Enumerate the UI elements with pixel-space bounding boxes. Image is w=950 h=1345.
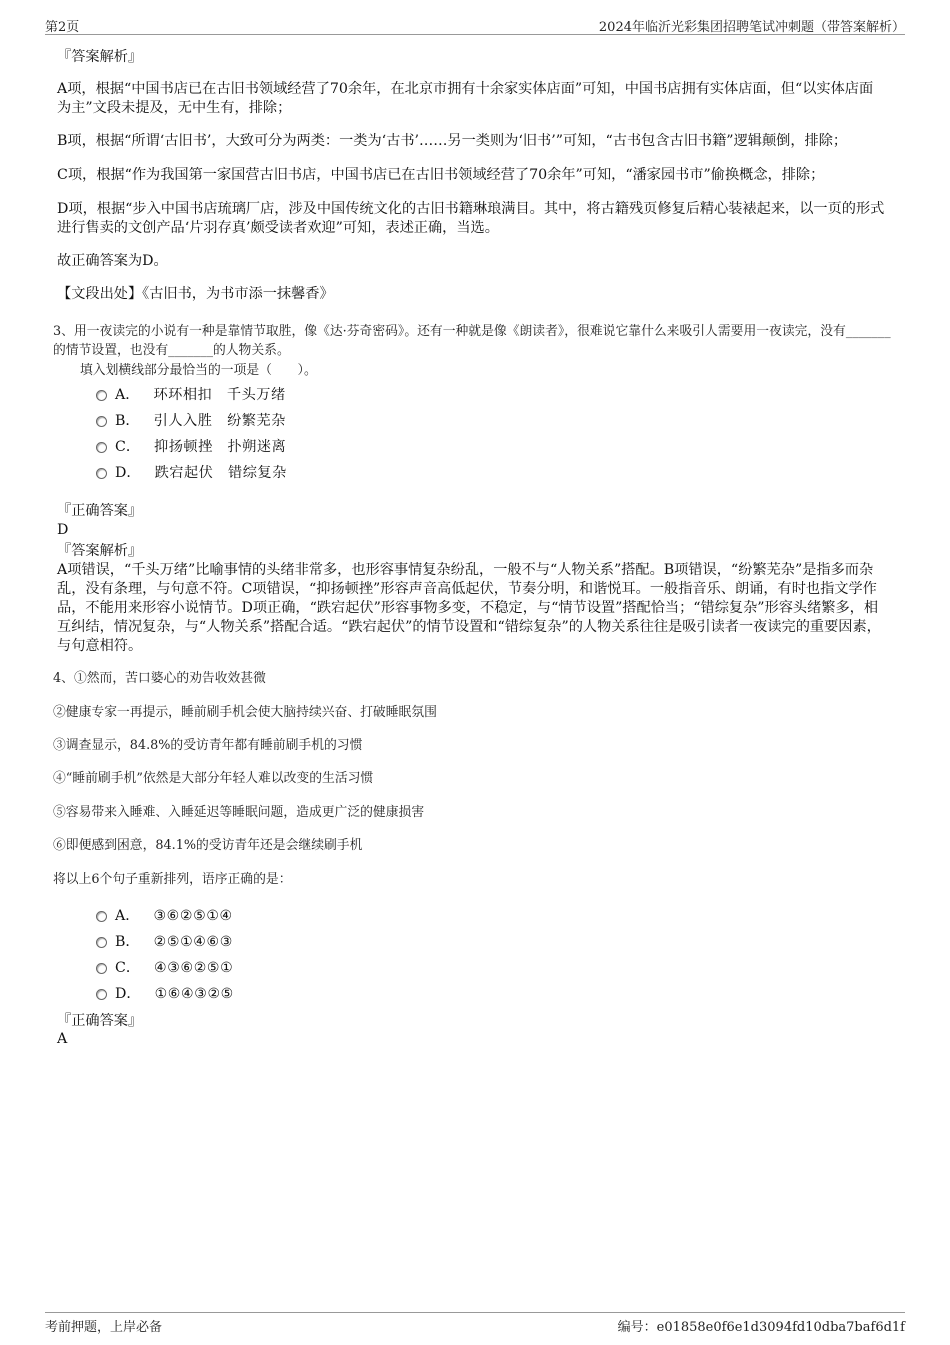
q3-analysis: A项错误，“千头万绪”比喻事情的头绪非常多，也形容事情复杂纷乱，一般不与“人物关系”搭配。B项错误，“纷繁芜杂”是指多而杂乱，没有条理，与句意不符。C项错误，“抑扬顿挫”形容声音高低起伏，节奏分明，和谐悦耳。一般指音乐、朗诵，有时也指文学作品，不能用来形容小说情节。D项正确，“跌宕起伏”形容事物多变，不稳定，与“情节设置”搭配恰当；“错综复杂”形容头绪繁多，相互纠结，情况复杂，与“人物关系”搭配合适。“跌宕起伏”的情节设置和“错综复杂”的人物关系往往是吸引读者一夜读完的重要因素，与句意相符。 <box>57 562 881 654</box>
radio-icon[interactable] <box>96 416 107 427</box>
page-footer <box>45 1312 905 1335</box>
q3-instruction: 填入划横线部分最恰当的一项是（ ）。 <box>80 363 317 378</box>
q2-source: 【文段出处】《古旧书，为书市添一抹馨香》 <box>57 286 334 302</box>
q3-analysis-title: 『答案解析』 <box>57 543 143 559</box>
radio-icon[interactable] <box>96 442 107 453</box>
radio-icon[interactable] <box>96 963 107 974</box>
q2-conclusion: 故正确答案为D。 <box>57 253 168 269</box>
page-header <box>45 14 905 35</box>
radio-icon[interactable] <box>96 937 107 948</box>
q3-stem: 3、用一夜读完的小说有一种是靠情节取胜，像《达·芬奇密码》。还有一种就是像《朗读者》，很难说它靠什么来吸引人需要用一夜读完，没有_______的情节设置，也没有_______的人物关系。 <box>53 324 891 358</box>
q4-sentence-6: ⑥即便感到困意，84.1%的受访青年还是会继续刷手机 <box>53 838 363 853</box>
document-title: 2024年临沂光彩集团招聘笔试冲刺题（带答案解析） <box>598 20 905 35</box>
q3-correct-title: 『正确答案』 <box>57 503 143 519</box>
q3-option-b[interactable]: B． 引人入胜 纷繁芜杂 <box>96 410 286 430</box>
q4-correct-answer: A <box>57 1031 68 1047</box>
q4-option-a[interactable]: A． ③⑥②⑤①④ <box>96 905 233 925</box>
q4-correct-title: 『正确答案』 <box>57 1013 143 1029</box>
q4-instruction: 将以上6个句子重新排列，语序正确的是： <box>53 872 292 887</box>
q2-analysis-title: 『答案解析』 <box>57 49 143 65</box>
q4-sentence-1: 4、①然而，苦口婆心的劝告收效甚微 <box>53 671 266 686</box>
q4-option-d[interactable]: D． ①⑥④③②⑤ <box>96 983 234 1003</box>
q4-option-b[interactable]: B． ②⑤①④⑥③ <box>96 931 233 951</box>
page-number: 第2页 <box>45 20 80 35</box>
q3-correct-answer: D <box>57 522 69 538</box>
footer-slogan: 考前押题，上岸必备 <box>45 1320 163 1335</box>
radio-icon[interactable] <box>96 390 107 401</box>
q3-option-d[interactable]: D． 跌宕起伏 错综复杂 <box>96 462 287 482</box>
q4-sentence-2: ②健康专家一再提示，睡前刷手机会使大脑持续兴奋、打破睡眠氛围 <box>53 705 437 720</box>
q2-analysis-b: B项，根据“所谓‘古旧书’，大致可分为两类：一类为‘古书’……另一类则为‘旧书’”可知，“古书包含古旧书籍”逻辑颠倒，排除； <box>57 133 848 149</box>
radio-icon[interactable] <box>96 911 107 922</box>
radio-icon[interactable] <box>96 468 107 479</box>
q4-sentence-3: ③调查显示，84.8%的受访青年都有睡前刷手机的习惯 <box>53 738 363 753</box>
q2-analysis-d: D项，根据“步入中国书店琉璃厂店，涉及中国传统文化的古旧书籍琳琅满目。其中，将古籍残页修复后精心装裱起来，以一页的形式进行售卖的文创产品‘片羽存真’颇受读者欢迎”可知，表述正确，当选。 <box>57 201 885 236</box>
q4-sentence-5: ⑤容易带来入睡难、入睡延迟等睡眠问题，造成更广泛的健康损害 <box>53 805 425 820</box>
q2-analysis-a: A项，根据“中国书店已在古旧书领域经营了70余年，在北京市拥有十余家实体店面”可知，中国书店拥有实体店面，但“以实体店面为主”文段未提及，无中生有，排除； <box>57 81 874 116</box>
q2-analysis-c: C项，根据“作为我国第一家国营古旧书店，中国书店已在古旧书领域经营了70余年”可知，“潘家园书市”偷换概念，排除； <box>57 167 825 183</box>
q4-option-c[interactable]: C． ④③⑥②⑤① <box>96 957 233 977</box>
q3-option-a[interactable]: A． 环环相扣 千头万绪 <box>96 384 286 404</box>
q4-sentence-4: ④“睡前刷手机”依然是大部分年轻人难以改变的生活习惯 <box>53 771 374 786</box>
radio-icon[interactable] <box>96 989 107 1000</box>
q3-option-c[interactable]: C． 抑扬顿挫 扑朔迷离 <box>96 436 286 456</box>
document-id: 编号：e01858e0f6e1d3094fd10dba7baf6d1f <box>617 1320 905 1335</box>
